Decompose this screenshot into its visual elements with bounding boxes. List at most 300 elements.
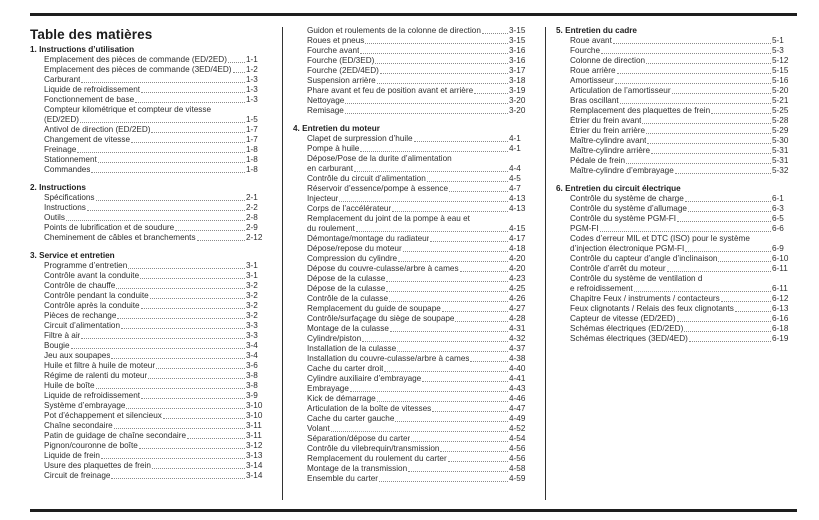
toc-entry-page: 5-15	[772, 66, 789, 75]
toc-entry[interactable]	[30, 135, 268, 145]
toc-entry[interactable]	[30, 431, 268, 441]
toc-entry-page: 3-1	[246, 271, 258, 280]
dot-leader	[379, 481, 508, 482]
dot-leader	[626, 163, 771, 164]
dot-leader	[117, 318, 245, 319]
toc-entry[interactable]	[30, 193, 268, 203]
toc-entry[interactable]	[293, 96, 531, 106]
toc-entry[interactable]	[293, 194, 531, 204]
dot-leader	[422, 381, 508, 382]
toc-entry-page: 6-18	[772, 324, 789, 333]
toc-entry[interactable]	[293, 394, 531, 404]
toc-entry-page: 5-32	[772, 166, 789, 175]
toc-entry[interactable]	[293, 174, 531, 184]
bottom-rule	[30, 509, 797, 512]
dot-leader	[685, 201, 771, 202]
toc-entry[interactable]	[30, 271, 268, 281]
page-title: Table des matières	[30, 27, 153, 42]
toc-entry[interactable]	[30, 451, 268, 461]
toc-entry[interactable]	[556, 106, 794, 116]
toc-entry-label: Étrier du frein arrière	[570, 126, 646, 135]
dot-leader	[735, 311, 771, 312]
toc-entry-label: Circuit d’alimentation	[44, 321, 120, 330]
toc-entry-label: Compression du cylindre	[307, 254, 398, 263]
toc-entry[interactable]	[556, 204, 794, 214]
dot-leader	[689, 341, 771, 342]
toc-entry[interactable]	[30, 411, 268, 421]
toc-entry[interactable]	[293, 26, 531, 36]
toc-entry-page: 4-59	[509, 474, 526, 483]
toc-entry-page: 6-11	[772, 284, 788, 293]
dot-leader	[345, 113, 508, 114]
toc-entry[interactable]	[556, 314, 794, 324]
toc-entry-page: 6-5	[772, 214, 784, 223]
toc-entry[interactable]	[30, 301, 268, 311]
toc-entry[interactable]	[293, 314, 531, 324]
toc-entry-label: Instructions	[44, 203, 86, 212]
toc-entry[interactable]	[30, 361, 268, 371]
toc-entry-label: Circuit de freinage	[44, 471, 111, 480]
toc-entry[interactable]	[293, 184, 531, 194]
toc-entry-page: 3-12	[246, 441, 263, 450]
dot-leader	[163, 418, 245, 419]
toc-entry-label: Contrôle d’arrêt du moteur	[570, 264, 666, 273]
toc-entry-page: 2-2	[246, 203, 258, 212]
toc-entry[interactable]	[293, 334, 531, 344]
toc-entry-label: Feux clignotants / Relais des feux clignotants	[570, 304, 734, 313]
toc-entry-label: Programme d’entretien	[44, 261, 128, 270]
dot-leader	[482, 33, 508, 34]
dot-leader	[81, 338, 245, 339]
dot-leader	[377, 83, 508, 84]
toc-entry-label: Dépose de la culasse	[307, 274, 386, 283]
toc-entry[interactable]	[293, 424, 531, 434]
toc-entry[interactable]	[556, 294, 794, 304]
toc-entry-label: Pédale de frein	[570, 156, 626, 165]
dot-leader	[667, 271, 771, 272]
toc-entry-label: Huile de boîte	[44, 381, 95, 390]
dot-leader	[365, 43, 508, 44]
toc-entry[interactable]	[556, 56, 794, 66]
toc-entry-page: 4-56	[509, 444, 526, 453]
toc-entry-label: Contrôle/surfaçage du siège de soupape	[307, 314, 455, 323]
toc-entry[interactable]	[293, 284, 531, 294]
toc-entry-label: Guidon et roulements de la colonne de direction	[307, 26, 481, 35]
dot-leader	[148, 378, 245, 379]
toc-entry-page: 5-28	[772, 116, 789, 125]
toc-entry-label: Spécifications	[44, 193, 95, 202]
section-title[interactable]: 1. Instructions d’utilisation	[30, 45, 135, 54]
toc-entry-label-continued: en carburant	[307, 164, 353, 173]
toc-entry[interactable]	[556, 66, 794, 76]
toc-entry[interactable]	[293, 106, 531, 116]
toc-entry[interactable]	[293, 364, 531, 374]
dot-leader	[98, 162, 245, 163]
dot-leader	[233, 72, 246, 73]
dot-leader	[646, 133, 771, 134]
toc-entry-label: Bougie	[44, 341, 70, 350]
toc-entry[interactable]	[556, 264, 794, 274]
dot-leader	[386, 291, 508, 292]
toc-entry[interactable]	[293, 324, 531, 334]
toc-entry[interactable]	[30, 213, 268, 223]
toc-entry-label: Roues et pneus	[307, 36, 365, 45]
dot-leader	[427, 181, 508, 182]
toc-entry-page: 4-15	[509, 224, 526, 233]
toc-entry[interactable]	[293, 56, 531, 66]
toc-entry[interactable]	[293, 404, 531, 414]
toc-entry[interactable]	[30, 391, 268, 401]
toc-entry-page: 4-28	[509, 314, 526, 323]
toc-entry[interactable]	[30, 371, 268, 381]
toc-entry[interactable]	[556, 254, 794, 264]
toc-entry-label: Pot d’échappement et silencieux	[44, 411, 162, 420]
dot-leader	[613, 43, 771, 44]
toc-entry[interactable]	[293, 344, 531, 354]
toc-entry[interactable]	[556, 224, 794, 234]
dot-leader	[392, 211, 508, 212]
toc-entry[interactable]	[556, 194, 794, 204]
toc-entry[interactable]	[556, 96, 794, 106]
toc-entry-label-continued: d’injection électronique PGM-FI	[570, 244, 685, 253]
toc-entry[interactable]	[293, 214, 531, 234]
toc-entry[interactable]	[293, 354, 531, 364]
toc-entry-page: 5-29	[772, 126, 789, 135]
dot-leader	[354, 171, 508, 172]
toc-entry-page: 3-14	[246, 461, 263, 470]
toc-entry-page: 2-1	[246, 193, 258, 202]
dot-leader	[81, 82, 245, 83]
toc-entry-label: Schémas électriques (ED/2ED)	[570, 324, 684, 333]
toc-entry[interactable]	[293, 444, 531, 454]
toc-entry-page: 1-5	[246, 115, 258, 124]
section-title[interactable]: 6. Entretien du circuit électrique	[556, 184, 681, 193]
dot-leader	[150, 298, 245, 299]
toc-entry-page: 4-20	[509, 254, 526, 263]
toc-entry[interactable]	[556, 116, 794, 126]
toc-entry[interactable]	[293, 294, 531, 304]
toc-entry[interactable]	[293, 134, 531, 144]
toc-entry[interactable]	[30, 261, 268, 271]
toc-entry-page: 1-8	[246, 165, 258, 174]
toc-entry[interactable]	[30, 145, 268, 155]
toc-entry[interactable]	[293, 304, 531, 314]
toc-entry-label: Installation du couvre-culasse/arbre à cames	[307, 354, 470, 363]
dot-leader	[339, 201, 508, 202]
toc-entry-label: PGM-FI	[570, 224, 599, 233]
toc-section	[30, 251, 268, 481]
dot-leader	[139, 448, 245, 449]
dot-leader	[711, 113, 771, 114]
toc-entry-label: Montage de la transmission	[307, 464, 408, 473]
toc-entry-page: 1-8	[246, 155, 258, 164]
toc-entry-label: Freinage	[44, 145, 77, 154]
toc-entry-page: 3-11	[246, 421, 262, 430]
toc-entry-page: 3-3	[246, 331, 258, 340]
toc-entry-page: 5-31	[772, 156, 789, 165]
toc-entry[interactable]	[30, 105, 268, 125]
toc-entry-page: 3-2	[246, 301, 258, 310]
toc-entry-page: 6-13	[772, 304, 789, 313]
toc-entry[interactable]	[30, 85, 268, 95]
section-title[interactable]: 4. Entretien du moteur	[293, 124, 380, 133]
toc-entry[interactable]	[30, 233, 268, 243]
toc-entry[interactable]	[293, 234, 531, 244]
toc-entry-page: 4-4	[509, 164, 521, 173]
dot-leader	[440, 451, 508, 452]
toc-entry-label-continued: du roulement	[307, 224, 355, 233]
toc-entry-page: 3-4	[246, 341, 258, 350]
toc-entry[interactable]	[30, 291, 268, 301]
toc-entry-label: Changement de vitesse	[44, 135, 131, 144]
toc-entry[interactable]	[30, 65, 268, 75]
dot-leader	[96, 200, 245, 201]
toc-entry-page: 6-6	[772, 224, 784, 233]
toc-entry[interactable]	[293, 76, 531, 86]
dot-leader	[684, 331, 771, 332]
toc-entry[interactable]	[30, 441, 268, 451]
toc-entry-label: Clapet de surpression d’huile	[307, 134, 413, 143]
toc-entry-label: Outils	[44, 213, 65, 222]
toc-entry-page: 6-10	[772, 254, 789, 263]
toc-entry[interactable]	[556, 324, 794, 334]
toc-entry-label: Dépose/Pose de la durite d’alimentation	[307, 154, 452, 163]
section-title[interactable]: 5. Entretien du cadre	[556, 26, 637, 35]
toc-entry-label: Filtre à air	[44, 331, 81, 340]
toc-entry-page: 5-31	[772, 146, 789, 155]
toc-entry-page: 4-37	[509, 344, 526, 353]
toc-entry[interactable]	[30, 381, 268, 391]
toc-entry-page: 6-1	[772, 194, 784, 203]
toc-entry-page: 1-7	[246, 125, 258, 134]
dot-leader	[141, 308, 245, 309]
toc-entry[interactable]	[556, 86, 794, 96]
toc-entry[interactable]	[30, 461, 268, 471]
dot-leader	[395, 421, 508, 422]
toc-entry-label: Commandes	[44, 165, 91, 174]
dot-leader	[111, 478, 245, 479]
dot-leader	[449, 191, 508, 192]
toc-entry[interactable]	[30, 223, 268, 233]
column-divider-2	[545, 27, 546, 500]
toc-entry[interactable]	[293, 474, 531, 484]
toc-entry[interactable]	[30, 155, 268, 165]
toc-entry-page: 4-17	[509, 234, 526, 243]
dot-leader	[634, 291, 771, 292]
dot-leader	[672, 93, 771, 94]
toc-entry-label: Cache du carter gauche	[307, 414, 395, 423]
toc-entry-page: 4-31	[509, 324, 526, 333]
toc-entry[interactable]	[30, 165, 268, 175]
dot-leader	[345, 103, 508, 104]
toc-entry-label-continued: e refroidissement	[570, 284, 633, 293]
toc-entry[interactable]	[293, 464, 531, 474]
dot-leader	[140, 278, 245, 279]
toc-entry[interactable]	[556, 334, 794, 344]
toc-entry[interactable]	[30, 281, 268, 291]
toc-entry-page: 6-9	[772, 244, 784, 253]
toc-entry-page: 6-12	[772, 294, 789, 303]
toc-entry-label: Contrôle du système de ventilation d	[570, 274, 703, 283]
toc-entry[interactable]	[556, 274, 794, 294]
dot-leader	[620, 103, 771, 104]
toc-entry[interactable]	[556, 214, 794, 224]
toc-entry[interactable]	[293, 454, 531, 464]
toc-entry[interactable]	[556, 136, 794, 146]
toc-entry-label: Ensemble du carter	[307, 474, 378, 483]
toc-entry[interactable]	[30, 351, 268, 361]
toc-entry[interactable]	[556, 156, 794, 166]
toc-entry-page: 3-20	[509, 96, 526, 105]
toc-entry-page: 6-16	[772, 314, 789, 323]
toc-entry-label: Carburant	[44, 75, 81, 84]
toc-entry-label: Contrôle du vilebrequin/transmission	[307, 444, 440, 453]
toc-entry[interactable]	[30, 331, 268, 341]
toc-entry[interactable]	[556, 76, 794, 86]
toc-entry[interactable]	[556, 234, 794, 254]
dot-leader	[647, 143, 771, 144]
toc-entry-label: Emplacement des pièces de commande (ED/2ED)	[44, 55, 227, 64]
toc-section	[293, 26, 531, 116]
toc-entry-label: Remplacement des plaquettes de frein	[570, 106, 711, 115]
toc-entry-page: 3-11	[246, 431, 262, 440]
toc-section	[30, 45, 268, 175]
toc-entry-label: Contrôle du système d’allumage	[570, 204, 687, 213]
toc-entry-label: Pignon/couronne de boîte	[44, 441, 138, 450]
toc-entry[interactable]	[293, 264, 531, 274]
dot-leader	[642, 123, 771, 124]
toc-entry[interactable]	[556, 166, 794, 176]
toc-entry-page: 6-11	[772, 264, 788, 273]
toc-entry[interactable]	[30, 421, 268, 431]
toc-entry-label: Amortisseur	[570, 76, 614, 85]
dot-leader	[141, 92, 245, 93]
dot-leader	[414, 141, 508, 142]
toc-entry-label: Démontage/montage du radiateur	[307, 234, 430, 243]
toc-entry-label: Contrôle de la culasse	[307, 294, 389, 303]
toc-entry[interactable]	[293, 144, 531, 154]
toc-entry[interactable]	[293, 154, 531, 174]
toc-entry[interactable]	[293, 374, 531, 384]
toc-entry-label: Réservoir d’essence/pompe à essence	[307, 184, 449, 193]
toc-entry-page: 3-10	[246, 401, 263, 410]
section-title[interactable]: 3. Service et entretien	[30, 251, 115, 260]
toc-entry-label: Huile et filtre à huile de moteur	[44, 361, 156, 370]
toc-entry-label: Système d’embrayage	[44, 401, 126, 410]
toc-entry-label: Contrôle du capteur d’angle d’inclinaison	[570, 254, 718, 263]
dot-leader	[601, 53, 771, 54]
toc-entry-label: Maître-cylindre d’embrayage	[570, 166, 674, 175]
toc-entry[interactable]	[30, 55, 268, 65]
toc-entry-page: 4-27	[509, 304, 526, 313]
toc-entry-label: Liquide de refroidissement	[44, 85, 141, 94]
toc-entry[interactable]	[556, 36, 794, 46]
toc-entry-page: 4-25	[509, 284, 526, 293]
toc-entry[interactable]	[30, 75, 268, 85]
toc-entry-page: 3-2	[246, 311, 258, 320]
toc-entry-page: 5-21	[772, 96, 789, 105]
toc-entry[interactable]	[30, 95, 268, 105]
toc-entry[interactable]	[30, 203, 268, 213]
toc-entry-label: Remisage	[307, 106, 344, 115]
toc-entry[interactable]	[293, 254, 531, 264]
toc-entry[interactable]	[30, 321, 268, 331]
toc-entry[interactable]	[556, 126, 794, 136]
toc-entry[interactable]	[293, 86, 531, 96]
toc-entry-page: 5-25	[772, 106, 789, 115]
toc-section	[293, 124, 531, 484]
toc-entry[interactable]	[293, 414, 531, 424]
toc-entry[interactable]	[556, 304, 794, 314]
dot-leader	[375, 63, 508, 64]
toc-entry-label: Fonctionnement de base	[44, 95, 135, 104]
toc-entry-page: 4-47	[509, 404, 526, 413]
toc-entry-page: 3-8	[246, 371, 258, 380]
toc-entry-page: 5-30	[772, 136, 789, 145]
toc-entry[interactable]	[30, 401, 268, 411]
dot-leader	[71, 348, 246, 349]
toc-entry-page: 3-8	[246, 381, 258, 390]
toc-entry-page: 1-8	[246, 145, 258, 154]
toc-entry-label: Fourche avant	[307, 46, 360, 55]
toc-entry-page: 4-40	[509, 364, 526, 373]
dot-leader	[390, 331, 508, 332]
toc-entry[interactable]	[293, 46, 531, 56]
toc-entry[interactable]	[293, 274, 531, 284]
toc-entry-page: 3-10	[246, 411, 263, 420]
toc-entry-page: 3-2	[246, 281, 258, 290]
toc-entry-page: 6-19	[772, 334, 789, 343]
dot-leader	[151, 132, 245, 133]
toc-entry[interactable]	[556, 146, 794, 156]
dot-leader	[600, 231, 771, 232]
dot-leader	[126, 408, 245, 409]
toc-entry-page: 4-32	[509, 334, 526, 343]
toc-entry-label: Volant	[307, 424, 330, 433]
toc-entry-page: 4-56	[509, 454, 526, 463]
toc-entry[interactable]	[293, 384, 531, 394]
toc-entry-label: Montage de la culasse	[307, 324, 389, 333]
toc-entry[interactable]	[30, 341, 268, 351]
toc-entry[interactable]	[30, 471, 268, 481]
toc-entry-label: Corps de l’accélérateur	[307, 204, 392, 213]
dot-leader	[197, 240, 245, 241]
section-title[interactable]: 2. Instructions	[30, 183, 86, 192]
toc-entry-label: Kick de démarrage	[307, 394, 376, 403]
toc-entry-page: 4-43	[509, 384, 526, 393]
dot-leader	[398, 261, 508, 262]
toc-entry[interactable]	[556, 46, 794, 56]
dot-leader	[411, 441, 508, 442]
toc-entry-page: 3-15	[509, 36, 526, 45]
toc-section	[556, 26, 794, 176]
toc-entry[interactable]	[293, 204, 531, 214]
toc-entry-label: Liquide de frein	[44, 451, 100, 460]
dot-leader	[175, 230, 245, 231]
toc-entry-label: Articulation de l’amortisseur	[570, 86, 671, 95]
toc-entry[interactable]	[293, 66, 531, 76]
toc-entry[interactable]	[30, 125, 268, 135]
toc-entry-page: 1-1	[246, 55, 258, 64]
toc-entry[interactable]	[293, 36, 531, 46]
toc-entry-label: Remplacement du roulement du carter	[307, 454, 447, 463]
toc-entry-label: Usure des plaquettes de frein	[44, 461, 151, 470]
toc-entry-label: Contrôle du circuit d’alimentation	[307, 174, 426, 183]
toc-entry[interactable]	[30, 311, 268, 321]
toc-entry[interactable]	[293, 244, 531, 254]
dot-leader	[135, 102, 245, 103]
toc-entry[interactable]	[293, 434, 531, 444]
